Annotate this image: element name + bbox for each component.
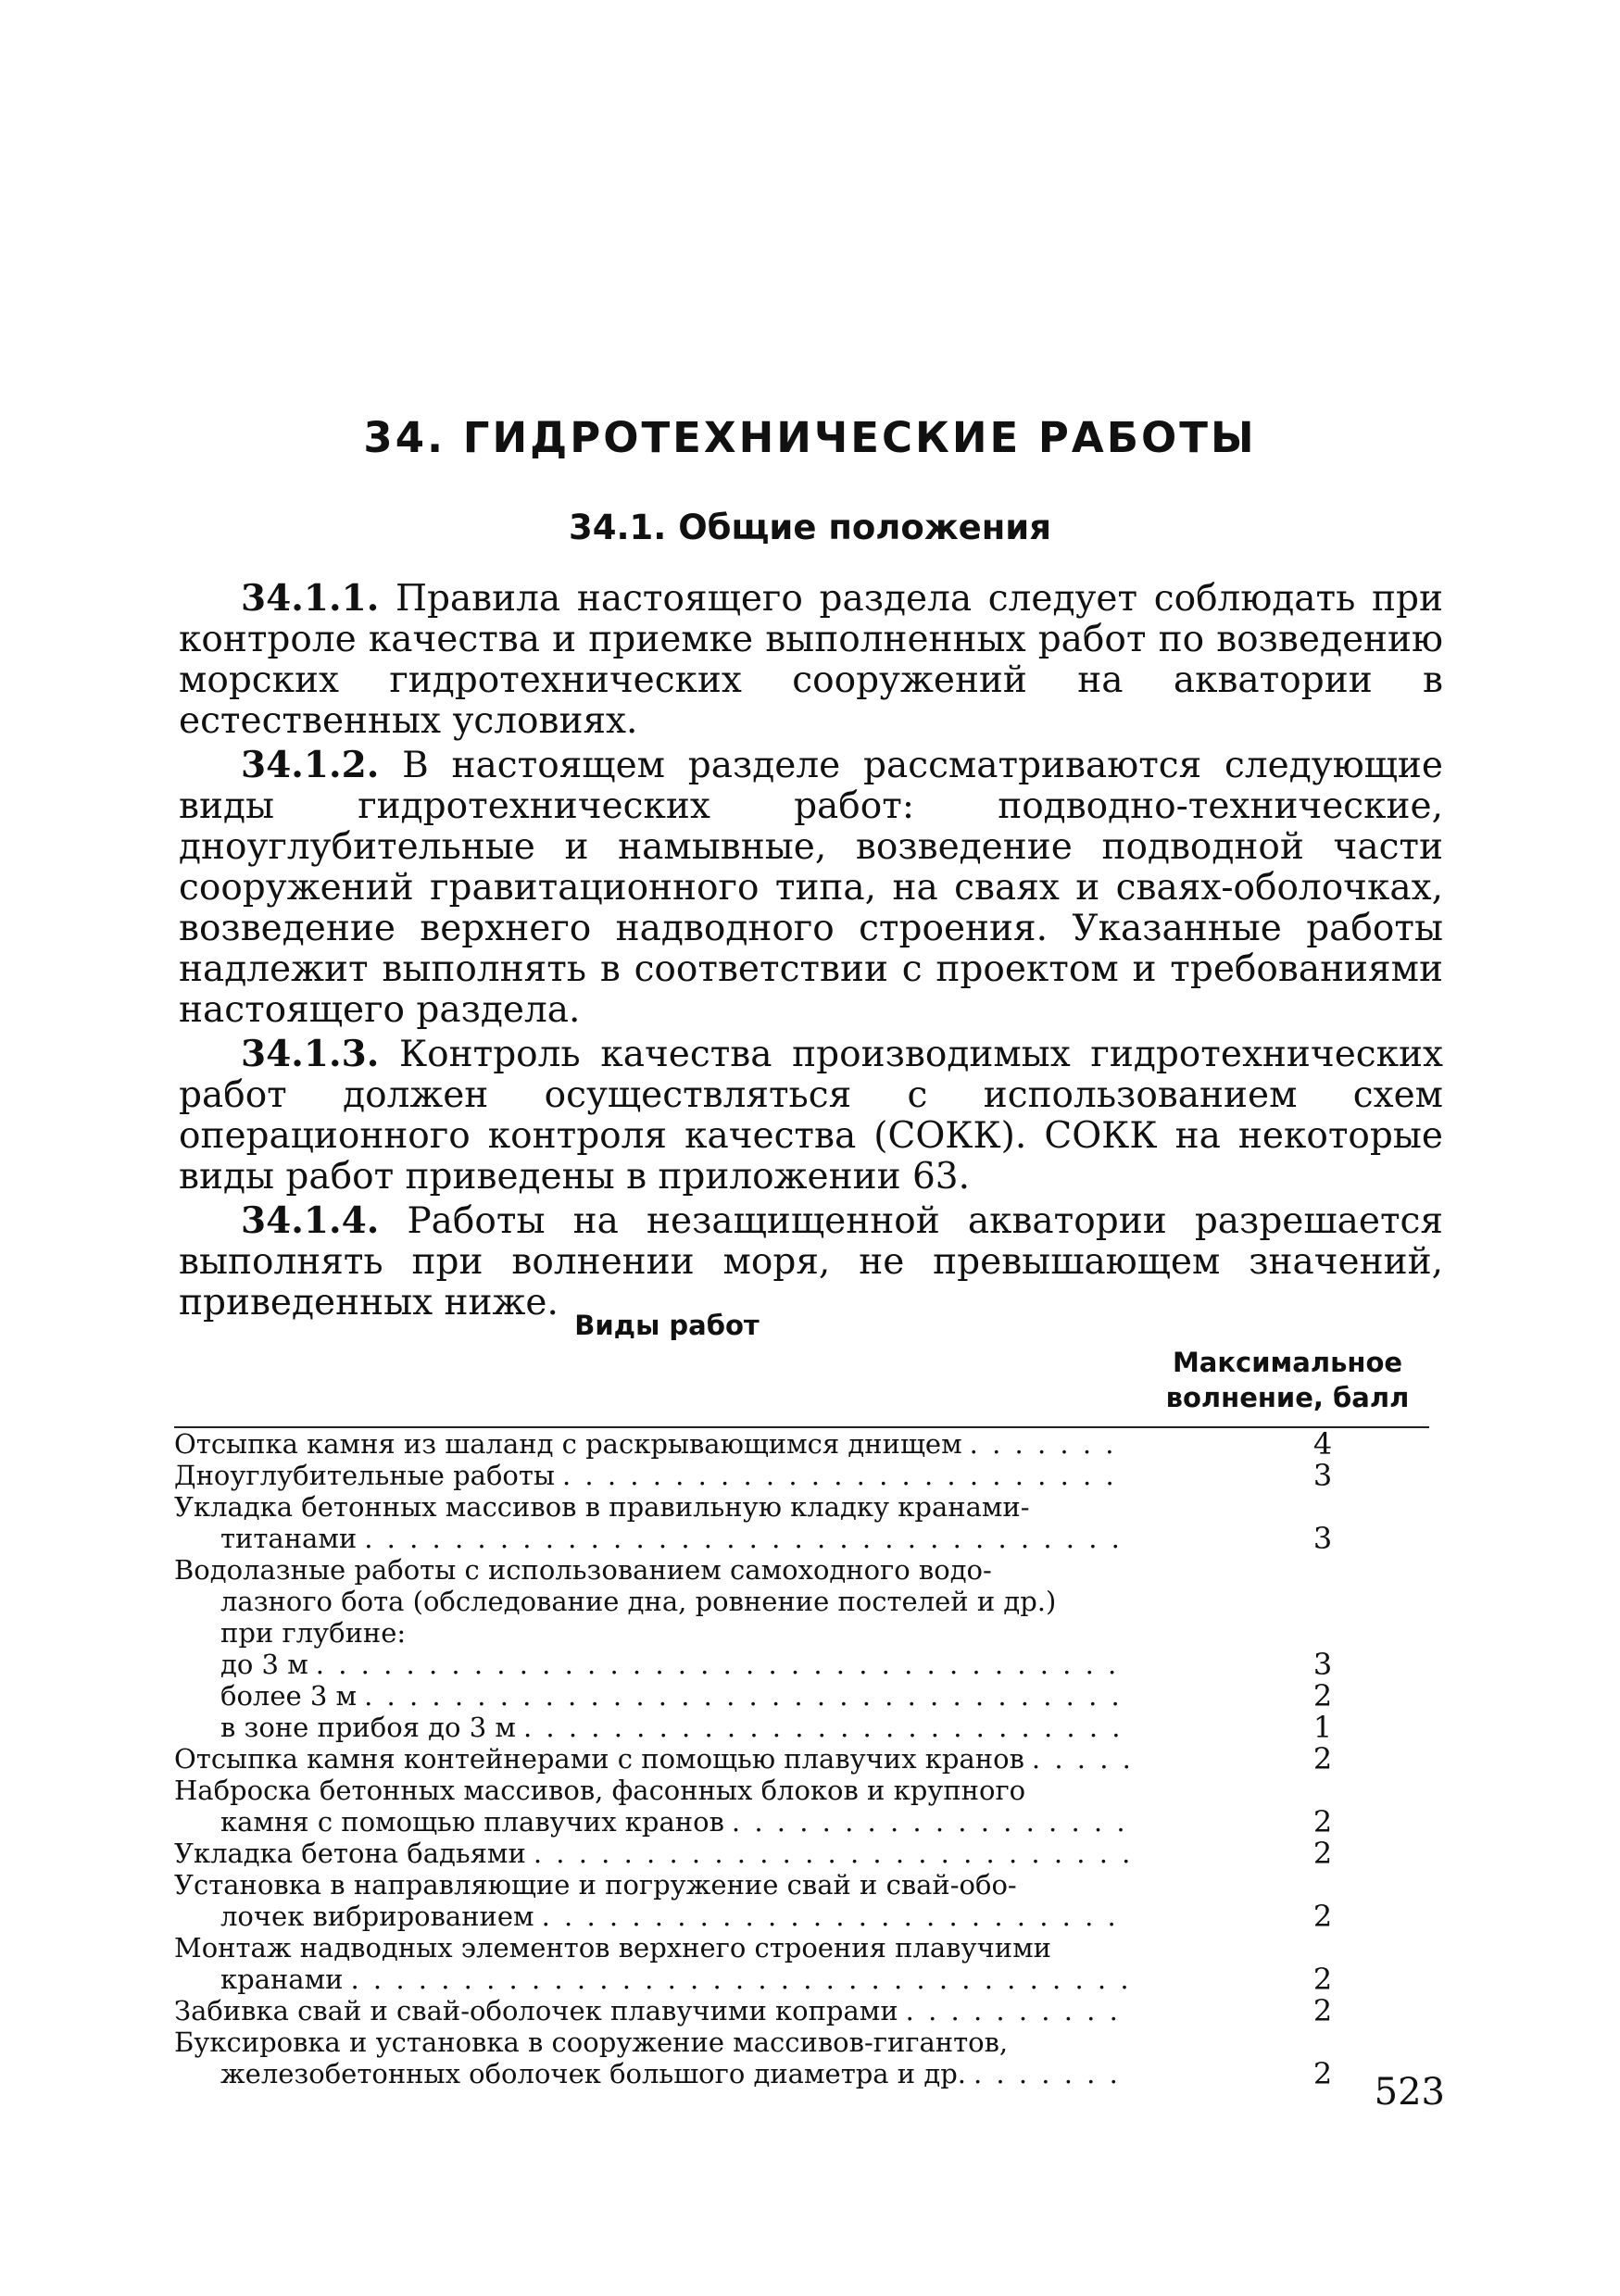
work-line — [174, 1869, 1128, 1901]
work-description — [174, 1775, 1128, 1838]
table-row — [174, 1743, 1443, 1775]
table-row — [174, 1649, 1443, 1680]
work-line-text: железобетонных оболочек большого диаметра и др. — [220, 2058, 966, 2089]
paragraph-number: 34.1.4. — [241, 1199, 380, 1242]
work-line — [174, 1964, 1128, 1995]
table-row — [174, 1712, 1443, 1743]
work-line-text: Укладка бетонных массивов в правильную кладку кранами- — [174, 1491, 1030, 1523]
work-line-text: более 3 м — [220, 1680, 358, 1712]
work-line-text: лочек вибрированием — [220, 1901, 534, 1932]
dot-leader — [350, 1964, 1128, 1995]
work-line-text: кранами — [220, 1964, 344, 1995]
work-line-text: Отсыпка камня контейнерами с помощью плавучих кранов — [174, 1743, 1024, 1775]
work-line-text: Водолазные работы с использованием самоходного водо- — [174, 1554, 992, 1586]
work-line — [174, 1995, 1128, 2026]
paragraph-text: Правила настоящего раздела следует соблюдать при контроле качества и приемке выполненных работ по возведению морских гидротехнических сооружений на акватории в естественных условиях. — [179, 578, 1443, 742]
wave-value: 2 — [1312, 1962, 1333, 1997]
work-line — [174, 2026, 1128, 2058]
dot-leader — [1032, 1743, 1128, 1775]
wave-value: 2 — [1312, 2056, 1333, 2091]
dot-leader — [534, 1838, 1128, 1869]
paragraph — [179, 1200, 1443, 1324]
work-description — [174, 1869, 1128, 1932]
work-line — [174, 1743, 1128, 1775]
wave-table — [174, 1428, 1443, 2089]
wave-value: 3 — [1312, 1647, 1333, 1682]
work-line — [174, 1712, 1128, 1743]
work-description — [174, 1649, 1128, 1680]
dot-leader — [364, 1523, 1128, 1554]
paragraph-text: Контроль качества производимых гидротехнических работ должен осуществляться с использованием схем операционного контроля качества (СОКК). СОКК на некоторые виды работ приведены в приложении 63. — [179, 1034, 1443, 1198]
work-line-text: при глубине: — [220, 1617, 407, 1649]
work-line-text: титанами — [220, 1523, 358, 1554]
work-line — [174, 1680, 1128, 1712]
section-title: 34.1. Общие положения — [569, 508, 1051, 547]
work-description — [174, 1680, 1128, 1712]
work-line-text: в зоне прибоя до 3 м — [220, 1712, 516, 1743]
work-description — [174, 1743, 1128, 1775]
wave-value: 2 — [1312, 1836, 1333, 1871]
work-line-text: лазного бота (обследование дна, ровнение постелей и др.) — [220, 1586, 1057, 1617]
table-row — [174, 1428, 1443, 1460]
work-line — [174, 1586, 1128, 1617]
work-line-text: Наброска бетонных массивов, фасонных блоков и крупного — [174, 1775, 1026, 1806]
work-line-text: Отсыпка камня из шаланд с раскрывающимся днищем — [174, 1428, 962, 1460]
work-line — [174, 1932, 1128, 1964]
wave-value: 3 — [1312, 1521, 1333, 1556]
work-description — [174, 1428, 1128, 1460]
work-line — [174, 1838, 1128, 1869]
work-line — [174, 1775, 1128, 1806]
work-line — [174, 1901, 1128, 1932]
work-line — [174, 1806, 1128, 1838]
dot-leader — [906, 1995, 1128, 2026]
wave-value: 2 — [1312, 1804, 1333, 1839]
dot-leader — [562, 1460, 1128, 1491]
wave-value: 2 — [1312, 1899, 1333, 1934]
dot-leader — [316, 1649, 1128, 1680]
paragraph-text: Работы на незащищенной акватории разрешается выполнять при волнении моря, не превышающем значений, приведенных ниже. — [179, 1200, 1443, 1324]
table-row — [174, 1775, 1443, 1838]
body-text — [179, 578, 1443, 1326]
work-description — [174, 1712, 1128, 1743]
work-line — [174, 1491, 1128, 1523]
table-row — [174, 2026, 1443, 2089]
work-description — [174, 1554, 1128, 1649]
paragraph — [179, 1034, 1443, 1198]
page-number: 523 — [1374, 2071, 1445, 2114]
work-line — [174, 1554, 1128, 1586]
dot-leader — [973, 2058, 1128, 2089]
wave-value: 1 — [1312, 1710, 1333, 1745]
work-line-text: до 3 м — [220, 1649, 308, 1680]
table-row — [174, 1838, 1443, 1869]
table-row — [174, 1995, 1443, 2026]
work-line-text: Установка в направляющие и погружение свай и свай-обо- — [174, 1869, 1017, 1901]
work-description — [174, 1460, 1128, 1491]
work-line — [174, 1649, 1128, 1680]
work-description — [174, 1995, 1128, 2026]
table-row — [174, 1932, 1443, 1995]
work-line — [174, 1617, 1128, 1649]
table-row — [174, 1554, 1443, 1649]
work-line-text: камня с помощью плавучих кранов — [220, 1806, 724, 1838]
paragraph-text: В настоящем разделе рассматриваются следующие виды гидротехнических работ: подводно-технические, дноуглубительные и намывные, возведение подводной части сооружений гравитационного типа, на сваях и сваях-оболочках, возведение верхнего надводного строения. Указанные работы надлежит выполнять в соответствии с проектом и требованиями настоящего раздела. — [179, 745, 1443, 1031]
work-description — [174, 1491, 1128, 1554]
work-description — [174, 2026, 1128, 2089]
work-line — [174, 1460, 1128, 1491]
wave-value: 4 — [1312, 1426, 1333, 1462]
chapter-title: 34. ГИДРОТЕХНИЧЕСКИЕ РАБОТЫ — [363, 413, 1257, 462]
work-line-text: Монтаж надводных элементов верхнего строения плавучими — [174, 1932, 1051, 1964]
table-header-works: Виды работ — [574, 1310, 760, 1341]
dot-leader — [732, 1806, 1128, 1838]
table-row — [174, 1460, 1443, 1491]
work-line-text: Дноуглубительные работы — [174, 1460, 555, 1491]
table-row — [174, 1491, 1443, 1554]
wave-value: 2 — [1312, 1993, 1333, 2028]
dot-leader — [542, 1901, 1128, 1932]
dot-leader — [523, 1712, 1128, 1743]
work-description — [174, 1932, 1128, 1995]
table-row — [174, 1869, 1443, 1932]
work-line — [174, 1523, 1128, 1554]
wave-value: 2 — [1312, 1741, 1333, 1776]
work-description — [174, 1838, 1128, 1869]
paragraph — [179, 578, 1443, 742]
paragraph-number: 34.1.2. — [241, 744, 380, 786]
dot-leader — [970, 1428, 1128, 1460]
dot-leader — [364, 1680, 1128, 1712]
paragraph-number: 34.1.1. — [241, 577, 380, 620]
wave-value: 3 — [1312, 1458, 1333, 1493]
paragraph — [179, 745, 1443, 1031]
work-line — [174, 2058, 1128, 2089]
wave-value: 2 — [1312, 1678, 1333, 1713]
table-row — [174, 1680, 1443, 1712]
work-line-text: Укладка бетона бадьями — [174, 1838, 526, 1869]
work-line-text: Буксировка и установка в сооружение массивов-гигантов, — [174, 2026, 1009, 2058]
work-line — [174, 1428, 1128, 1460]
work-line-text: Забивка свай и свай-оболочек плавучими копрами — [174, 1995, 898, 2026]
paragraph-number: 34.1.3. — [241, 1033, 380, 1075]
table-header-wave: Максимальное волнение, балл — [1165, 1347, 1410, 1413]
